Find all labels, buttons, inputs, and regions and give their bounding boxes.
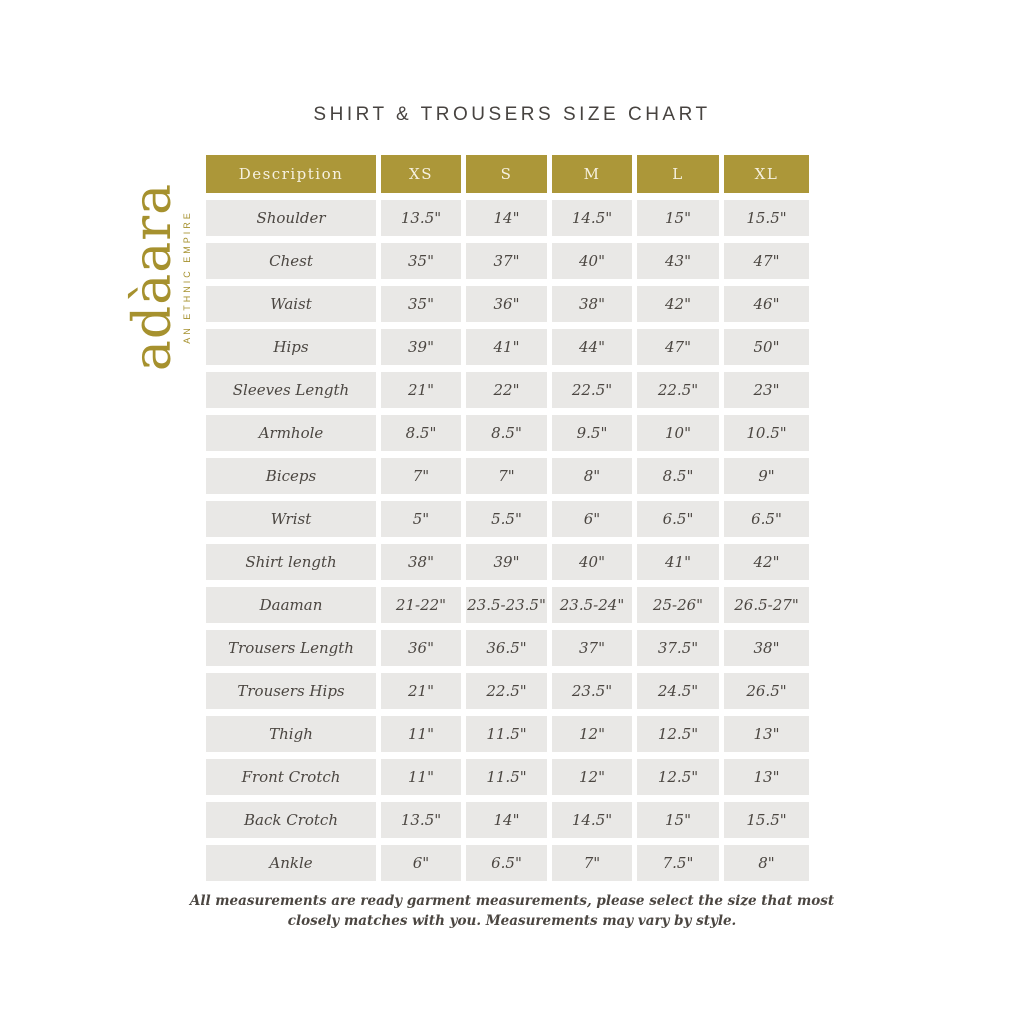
value-cell: 37.5" — [637, 630, 719, 666]
value-cell: 11.5" — [466, 759, 547, 795]
row-label-trousers-hips: Trousers Hips — [206, 673, 376, 709]
footer-note — [0, 892, 1024, 931]
value-cell: 26.5-27" — [724, 587, 809, 623]
value-cell: 50" — [724, 329, 809, 365]
value-cell: 5.5" — [466, 501, 547, 537]
value-cell: 36" — [381, 630, 461, 666]
row-label-back-crotch: Back Crotch — [206, 802, 376, 838]
value-cell: 25-26" — [637, 587, 719, 623]
row-label-sleeves-length: Sleeves Length — [206, 372, 376, 408]
row-label-wrist: Wrist — [206, 501, 376, 537]
value-cell: 21" — [381, 372, 461, 408]
header-cell-xl: XL — [724, 155, 809, 193]
value-cell: 37" — [466, 243, 547, 279]
header-cell-s: S — [466, 155, 547, 193]
row-label-trousers-length: Trousers Length — [206, 630, 376, 666]
value-cell: 22.5" — [552, 372, 632, 408]
value-cell: 9.5" — [552, 415, 632, 451]
value-cell: 38" — [552, 286, 632, 322]
value-cell: 11" — [381, 759, 461, 795]
value-cell: 38" — [724, 630, 809, 666]
value-cell: 15" — [637, 802, 719, 838]
row-label-thigh: Thigh — [206, 716, 376, 752]
brand-tagline: AN ETHNIC EMPIRE — [182, 210, 192, 344]
value-cell: 6.5" — [466, 845, 547, 881]
value-cell: 47" — [637, 329, 719, 365]
value-cell: 8.5" — [637, 458, 719, 494]
value-cell: 43" — [637, 243, 719, 279]
value-cell: 26.5" — [724, 673, 809, 709]
value-cell: 22" — [466, 372, 547, 408]
value-cell: 44" — [552, 329, 632, 365]
value-cell: 9" — [724, 458, 809, 494]
value-cell: 15.5" — [724, 200, 809, 236]
value-cell: 23.5-23.5" — [466, 587, 547, 623]
value-cell: 42" — [637, 286, 719, 322]
value-cell: 7" — [381, 458, 461, 494]
value-cell: 35" — [381, 243, 461, 279]
value-cell: 12" — [552, 759, 632, 795]
value-cell: 14" — [466, 200, 547, 236]
row-label-biceps: Biceps — [206, 458, 376, 494]
row-label-waist: Waist — [206, 286, 376, 322]
value-cell: 13.5" — [381, 802, 461, 838]
chart-title: SHIRT & TROUSERS SIZE CHART — [313, 104, 711, 125]
header-cell-m: M — [552, 155, 632, 193]
value-cell: 6.5" — [724, 501, 809, 537]
value-cell: 7.5" — [637, 845, 719, 881]
row-label-ankle: Ankle — [206, 845, 376, 881]
value-cell: 21-22" — [381, 587, 461, 623]
value-cell: 15.5" — [724, 802, 809, 838]
value-cell: 36.5" — [466, 630, 547, 666]
value-cell: 22.5" — [637, 372, 719, 408]
value-cell: 13.5" — [381, 200, 461, 236]
value-cell: 35" — [381, 286, 461, 322]
value-cell: 10" — [637, 415, 719, 451]
value-cell: 6" — [381, 845, 461, 881]
row-label-daaman: Daaman — [206, 587, 376, 623]
value-cell: 11" — [381, 716, 461, 752]
value-cell: 13" — [724, 759, 809, 795]
value-cell: 36" — [466, 286, 547, 322]
value-cell: 14" — [466, 802, 547, 838]
value-cell: 40" — [552, 544, 632, 580]
value-cell: 10.5" — [724, 415, 809, 451]
value-cell: 12.5" — [637, 759, 719, 795]
value-cell: 37" — [552, 630, 632, 666]
header-cell-xs: XS — [381, 155, 461, 193]
row-label-armhole: Armhole — [206, 415, 376, 451]
value-cell: 8.5" — [466, 415, 547, 451]
value-cell: 6" — [552, 501, 632, 537]
row-label-shirt-length: Shirt length — [206, 544, 376, 580]
value-cell: 39" — [381, 329, 461, 365]
value-cell: 14.5" — [552, 802, 632, 838]
value-cell: 7" — [552, 845, 632, 881]
value-cell: 8" — [724, 845, 809, 881]
header-cell-description: Description — [206, 155, 376, 193]
value-cell: 23.5" — [552, 673, 632, 709]
value-cell: 24.5" — [637, 673, 719, 709]
value-cell: 12.5" — [637, 716, 719, 752]
value-cell: 21" — [381, 673, 461, 709]
value-cell: 41" — [466, 329, 547, 365]
brand-name: adàara — [123, 182, 183, 372]
value-cell: 13" — [724, 716, 809, 752]
row-label-front-crotch: Front Crotch — [206, 759, 376, 795]
footer-line-2: closely matches with you. Measurements may vary by style. — [287, 912, 737, 929]
value-cell: 39" — [466, 544, 547, 580]
value-cell: 41" — [637, 544, 719, 580]
row-label-chest: Chest — [206, 243, 376, 279]
value-cell: 6.5" — [637, 501, 719, 537]
value-cell: 23.5-24" — [552, 587, 632, 623]
brand-logo — [123, 167, 209, 387]
value-cell: 23" — [724, 372, 809, 408]
value-cell: 5" — [381, 501, 461, 537]
value-cell: 47" — [724, 243, 809, 279]
value-cell: 11.5" — [466, 716, 547, 752]
row-label-hips: Hips — [206, 329, 376, 365]
value-cell: 42" — [724, 544, 809, 580]
size-table — [206, 155, 809, 881]
value-cell: 14.5" — [552, 200, 632, 236]
footer-line-1: All measurements are ready garment measurements, please select the size that most — [189, 893, 835, 909]
value-cell: 12" — [552, 716, 632, 752]
row-label-shoulder: Shoulder — [206, 200, 376, 236]
value-cell: 8.5" — [381, 415, 461, 451]
value-cell: 40" — [552, 243, 632, 279]
value-cell: 22.5" — [466, 673, 547, 709]
header-cell-l: L — [637, 155, 719, 193]
value-cell: 38" — [381, 544, 461, 580]
value-cell: 7" — [466, 458, 547, 494]
value-cell: 46" — [724, 286, 809, 322]
value-cell: 15" — [637, 200, 719, 236]
value-cell: 8" — [552, 458, 632, 494]
